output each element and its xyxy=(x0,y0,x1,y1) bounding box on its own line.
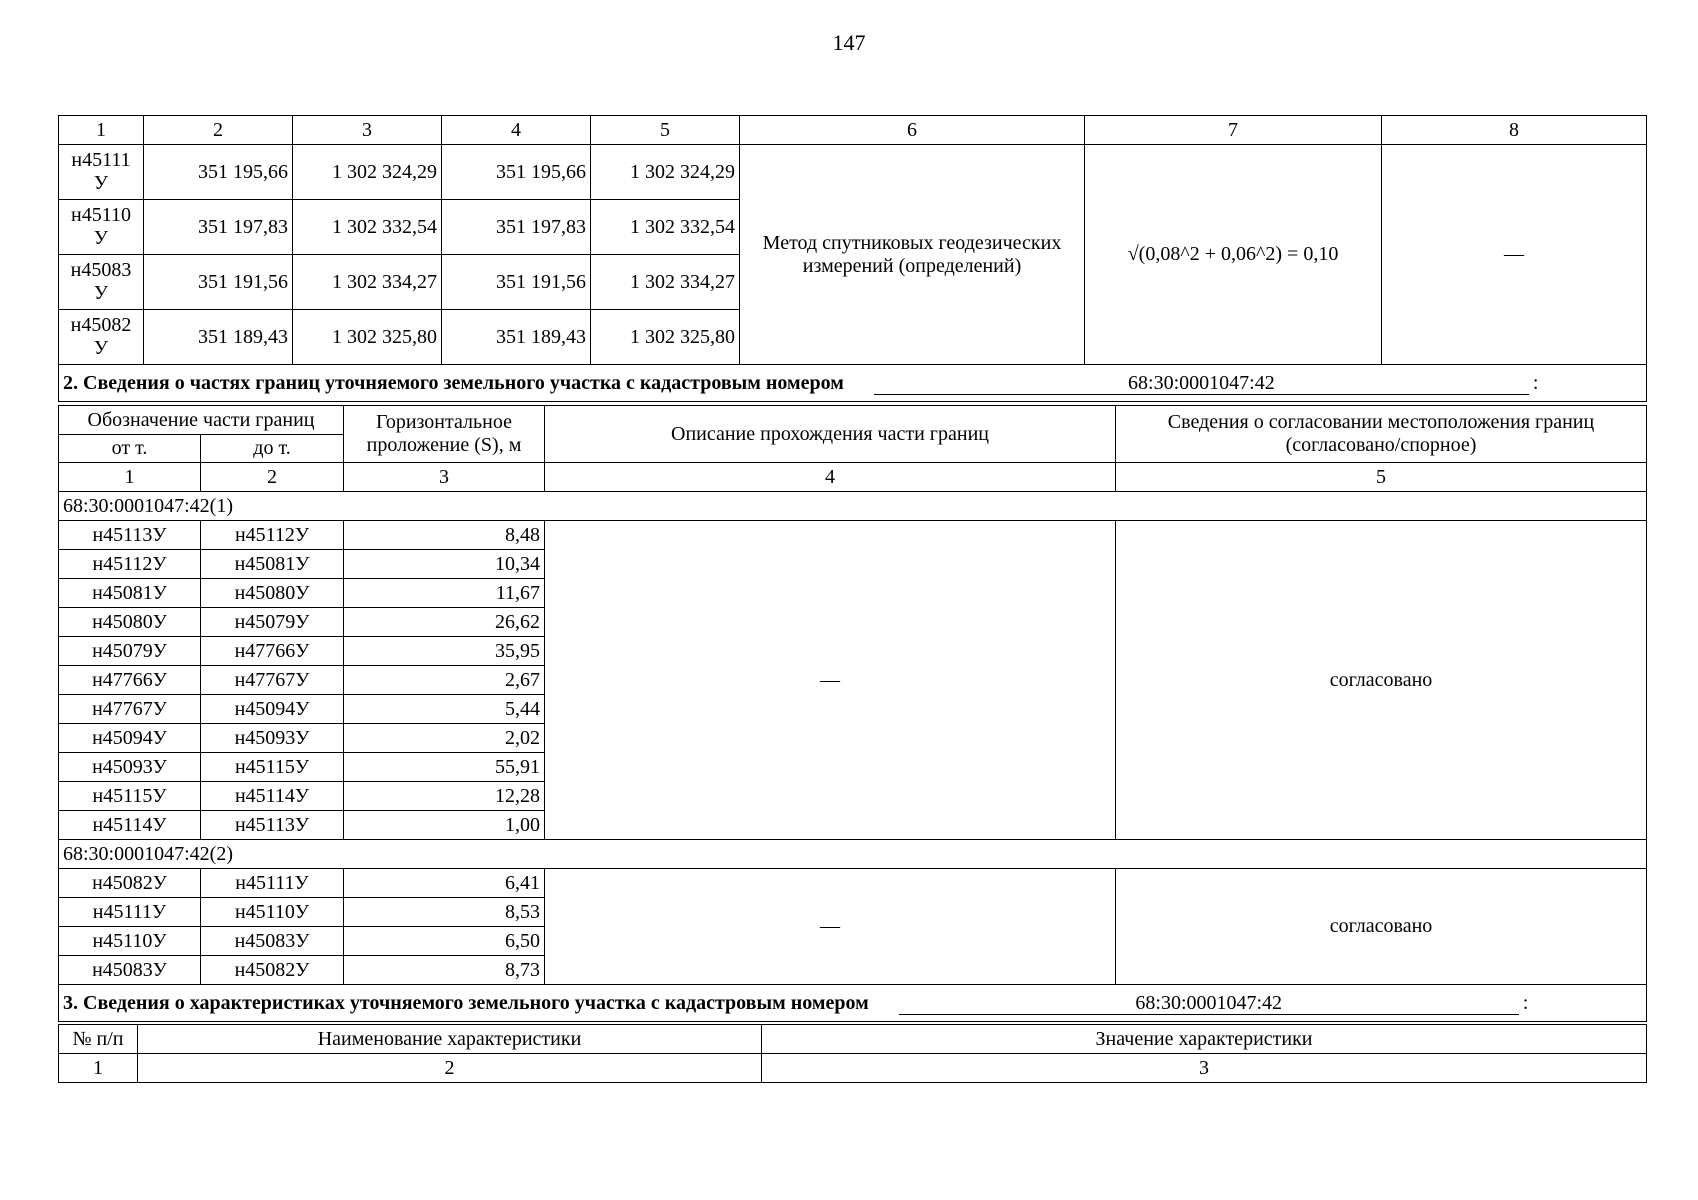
coordinate-y: 1 302 334,27 xyxy=(293,255,442,310)
horizontal-distance: 12,28 xyxy=(344,782,545,811)
section-3-title: 3. Сведения о характеристиках уточняемого земельного участка с кадастровым номером xyxy=(63,991,869,1014)
column-number: 7 xyxy=(1085,116,1382,145)
section-2-heading xyxy=(59,365,1647,402)
coordinate-y: 1 302 334,27 xyxy=(591,255,740,310)
column-number: 1 xyxy=(59,463,201,492)
horizontal-distance: 2,02 xyxy=(344,724,545,753)
from-point: н45114У xyxy=(59,811,201,840)
characteristics-table xyxy=(58,1024,1647,1083)
column-number: 6 xyxy=(740,116,1085,145)
column-number: 5 xyxy=(591,116,740,145)
section-3-cadastral-number: 68:30:0001047:42 xyxy=(899,992,1519,1015)
description-cell: — xyxy=(545,521,1116,840)
from-point: н45080У xyxy=(59,608,201,637)
from-point: н45083У xyxy=(59,956,201,985)
method-cell: Метод спутниковых геодезических измерений (определений) xyxy=(740,145,1085,365)
coordinate-y: 1 302 325,80 xyxy=(591,310,740,365)
to-point: н45083У xyxy=(201,927,344,956)
coordinate-x: 351 191,56 xyxy=(144,255,293,310)
group-label-row xyxy=(59,492,1647,521)
point-name: н45083 У xyxy=(59,255,144,310)
to-point: н47766У xyxy=(201,637,344,666)
horizontal-distance: 55,91 xyxy=(344,753,545,782)
from-point: н45113У xyxy=(59,521,201,550)
to-point: н45094У xyxy=(201,695,344,724)
horizontal-distance: 5,44 xyxy=(344,695,545,724)
characteristic-value-header: Значение характеристики xyxy=(762,1025,1647,1054)
coordinate-y: 1 302 324,29 xyxy=(293,145,442,200)
coordinate-x: 351 197,83 xyxy=(144,200,293,255)
from-point: н45079У xyxy=(59,637,201,666)
section-2-heading-row xyxy=(59,365,1647,402)
coordinate-x: 351 191,56 xyxy=(442,255,591,310)
from-point: н47767У xyxy=(59,695,201,724)
to-point: н45080У xyxy=(201,579,344,608)
to-point: н45081У xyxy=(201,550,344,579)
from-point: н45110У xyxy=(59,927,201,956)
coordinate-x: 351 189,43 xyxy=(442,310,591,365)
horizontal-distance: 35,95 xyxy=(344,637,545,666)
description-cell: — xyxy=(545,869,1116,985)
column-number: 2 xyxy=(144,116,293,145)
page-number: 147 xyxy=(832,30,866,55)
from-point: н45094У xyxy=(59,724,201,753)
horizontal-header: Горизонтальное проложение (S), м xyxy=(344,406,545,463)
description-header: Описание прохождения части границ xyxy=(545,406,1116,463)
to-point: н45079У xyxy=(201,608,344,637)
horizontal-distance: 6,41 xyxy=(344,869,545,898)
from-point: н45081У xyxy=(59,579,201,608)
column-number: 5 xyxy=(1116,463,1647,492)
to-point: н45111У xyxy=(201,869,344,898)
coordinates-header-row xyxy=(59,116,1647,145)
table-row xyxy=(59,869,1647,898)
coordinate-y: 1 302 325,80 xyxy=(293,310,442,365)
horizontal-distance: 1,00 xyxy=(344,811,545,840)
group-label: 68:30:0001047:42(2) xyxy=(59,840,1647,869)
horizontal-distance: 26,62 xyxy=(344,608,545,637)
coordinate-x: 351 195,66 xyxy=(442,145,591,200)
to-point: н45115У xyxy=(201,753,344,782)
characteristics-numbers-row xyxy=(59,1054,1647,1083)
from-point: н45082У xyxy=(59,869,201,898)
table-row xyxy=(59,521,1647,550)
group-label: 68:30:0001047:42(1) xyxy=(59,492,1647,521)
agreement-cell: согласовано xyxy=(1116,521,1647,840)
number-header: № п/п xyxy=(59,1025,138,1054)
column-number: 8 xyxy=(1382,116,1647,145)
point-name: н45082 У xyxy=(59,310,144,365)
from-point: н45115У xyxy=(59,782,201,811)
agreement-header: Сведения о согласовании местоположения границ (согласовано/спорное) xyxy=(1116,406,1647,463)
horizontal-distance: 8,53 xyxy=(344,898,545,927)
column-number: 3 xyxy=(762,1054,1647,1083)
to-point: н47767У xyxy=(201,666,344,695)
to-point: н45112У xyxy=(201,521,344,550)
column-number: 3 xyxy=(344,463,545,492)
coordinates-table xyxy=(58,115,1647,402)
horizontal-distance: 6,50 xyxy=(344,927,545,956)
designation-header: Обозначение части границ xyxy=(59,406,344,435)
to-point: н45082У xyxy=(201,956,344,985)
from-point: н47766У xyxy=(59,666,201,695)
boundary-parts-table xyxy=(58,405,1647,1022)
coordinate-y: 1 302 332,54 xyxy=(591,200,740,255)
from-point: н45111У xyxy=(59,898,201,927)
to-point: н45113У xyxy=(201,811,344,840)
section-2-cadastral-number: 68:30:0001047:42 xyxy=(874,372,1529,395)
column-number: 4 xyxy=(545,463,1116,492)
agreement-cell: согласовано xyxy=(1116,869,1647,985)
point-name: н45111 У xyxy=(59,145,144,200)
horizontal-distance: 8,73 xyxy=(344,956,545,985)
table-row xyxy=(59,145,1647,200)
section-3-heading-row xyxy=(59,985,1647,1022)
horizontal-distance: 11,67 xyxy=(344,579,545,608)
accuracy-cell: √(0,08^2 + 0,06^2) = 0,10 xyxy=(1085,145,1382,365)
from-header: от т. xyxy=(59,435,201,463)
coordinate-x: 351 189,43 xyxy=(144,310,293,365)
to-header: до т. xyxy=(201,435,344,463)
from-point: н45093У xyxy=(59,753,201,782)
column-number: 3 xyxy=(293,116,442,145)
coordinate-y: 1 302 332,54 xyxy=(293,200,442,255)
coordinate-x: 351 197,83 xyxy=(442,200,591,255)
column-number: 4 xyxy=(442,116,591,145)
to-point: н45114У xyxy=(201,782,344,811)
column-number: 1 xyxy=(59,1054,138,1083)
column-number: 2 xyxy=(138,1054,762,1083)
point-name: н45110 У xyxy=(59,200,144,255)
column-number: 1 xyxy=(59,116,144,145)
column-number: 2 xyxy=(201,463,344,492)
boundary-numbers-row xyxy=(59,463,1647,492)
section-3-heading xyxy=(59,985,1647,1022)
horizontal-distance: 8,48 xyxy=(344,521,545,550)
to-point: н45093У xyxy=(201,724,344,753)
to-point: н45110У xyxy=(201,898,344,927)
section-2-title: 2. Сведения о частях границ уточняемого земельного участка с кадастровым номером xyxy=(63,371,844,394)
group-label-row xyxy=(59,840,1647,869)
column-8-cell: — xyxy=(1382,145,1647,365)
coordinate-x: 351 195,66 xyxy=(144,145,293,200)
characteristic-name-header: Наименование характеристики xyxy=(138,1025,762,1054)
coordinate-y: 1 302 324,29 xyxy=(591,145,740,200)
characteristics-header-row xyxy=(59,1025,1647,1054)
section-2-colon: : xyxy=(1532,371,1539,394)
boundary-header-row xyxy=(59,406,1647,435)
horizontal-distance: 2,67 xyxy=(344,666,545,695)
from-point: н45112У xyxy=(59,550,201,579)
section-3-colon: : xyxy=(1522,991,1529,1014)
horizontal-distance: 10,34 xyxy=(344,550,545,579)
